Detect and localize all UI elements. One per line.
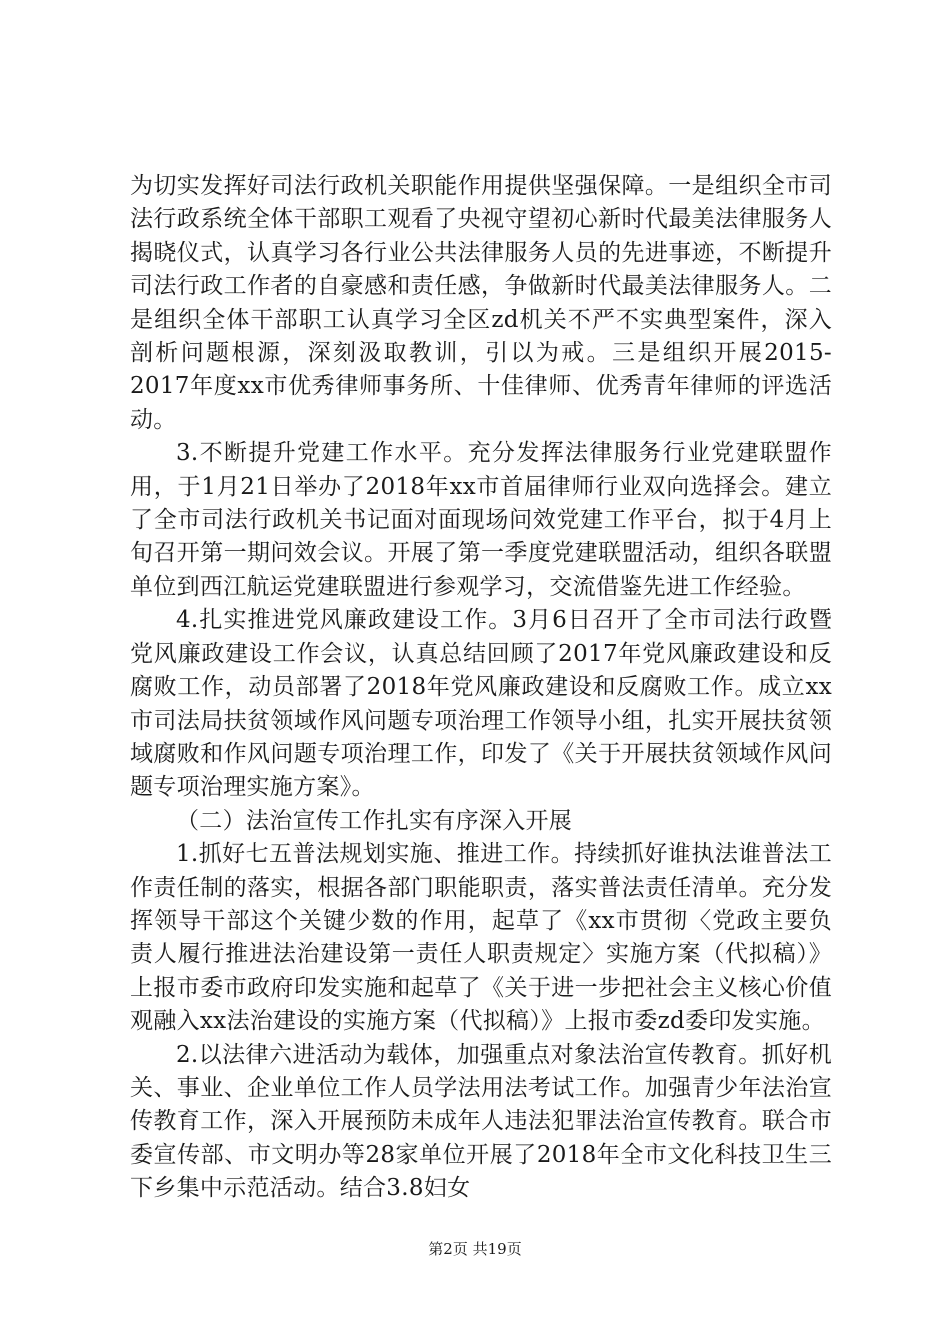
document-body xyxy=(130,170,832,1206)
paragraph-2: 3.不断提升党建工作水平。充分发挥法律服务行业党建联盟作用，于1月21日举办了2018年xx市首届律师行业双向选择会。建立了全市司法行政机关书记面对面现场问效党建工作平台，拟于4月上旬召开第一期问效会议。开展了第一季度党建联盟活动，组织各联盟单位到西江航运党建联盟进行参观学习，交流借鉴先进工作经验。 xyxy=(130,440,832,600)
paragraph-4: 1.抓好七五普法规划实施、推进工作。持续抓好谁执法谁普法工作责任制的落实，根据各部门职能职责，落实普法责任清单。充分发挥领导干部这个关键少数的作用，起草了《xx市贯彻〈党政主要负责人履行推进法治建设第一责任人职责规定〉实施方案（代拟稿）》上报市委市政府印发实施和起草了《关于进一步把社会主义核心价值观融入xx法治建设的实施方案（代拟稿）》上报市委zd委印发实施。 xyxy=(130,841,832,1035)
page-number-footer: 第2页 共19页 xyxy=(428,1240,522,1258)
section-heading: （二）法治宣传工作扎实有序深入开展 xyxy=(176,807,573,834)
paragraph-5: 2.以法律六进活动为载体，加强重点对象法治宣传教育。抓好机关、事业、企业单位工作人员学法用法考试工作。加强青少年法治宣传教育工作，深入开展预防未成年人违法犯罪法治宣传教育。联合市委宣传部、市文明办等28家单位开展了2018年全市文化科技卫生三下乡集中示范活动。结合3.8妇女 xyxy=(130,1041,832,1202)
paragraph-3: 4.扎实推进党风廉政建设工作。3月6日召开了全市司法行政暨党风廉政建设工作会议，认真总结回顾了2017年党风廉政建设和反腐败工作，动员部署了2018年党风廉政建设和反腐败工作。成立xx市司法局扶贫领域作风问题专项治理工作领导小组，扎实开展扶贫领域腐败和作风问题专项治理工作，印发了《关于开展扶贫领域作风问题专项治理实施方案》。 xyxy=(130,607,832,801)
paragraph-1: 为切实发挥好司法行政机关职能作用提供坚强保障。一是组织全市司法行政系统全体干部职工观看了央视守望初心新时代最美法律服务人揭晓仪式，认真学习各行业公共法律服务人员的先进事迹，不断提升司法行政工作者的自豪感和责任感，争做新时代最美法律服务人。二是组织全体干部职工认真学习全区zd机关不严不实典型案件，深入剖析问题根源，深刻汲取教训，引以为戒。三是组织开展2015-2017年度xx市优秀律师事务所、十佳律师、优秀青年律师的评选活动。 xyxy=(130,173,832,433)
